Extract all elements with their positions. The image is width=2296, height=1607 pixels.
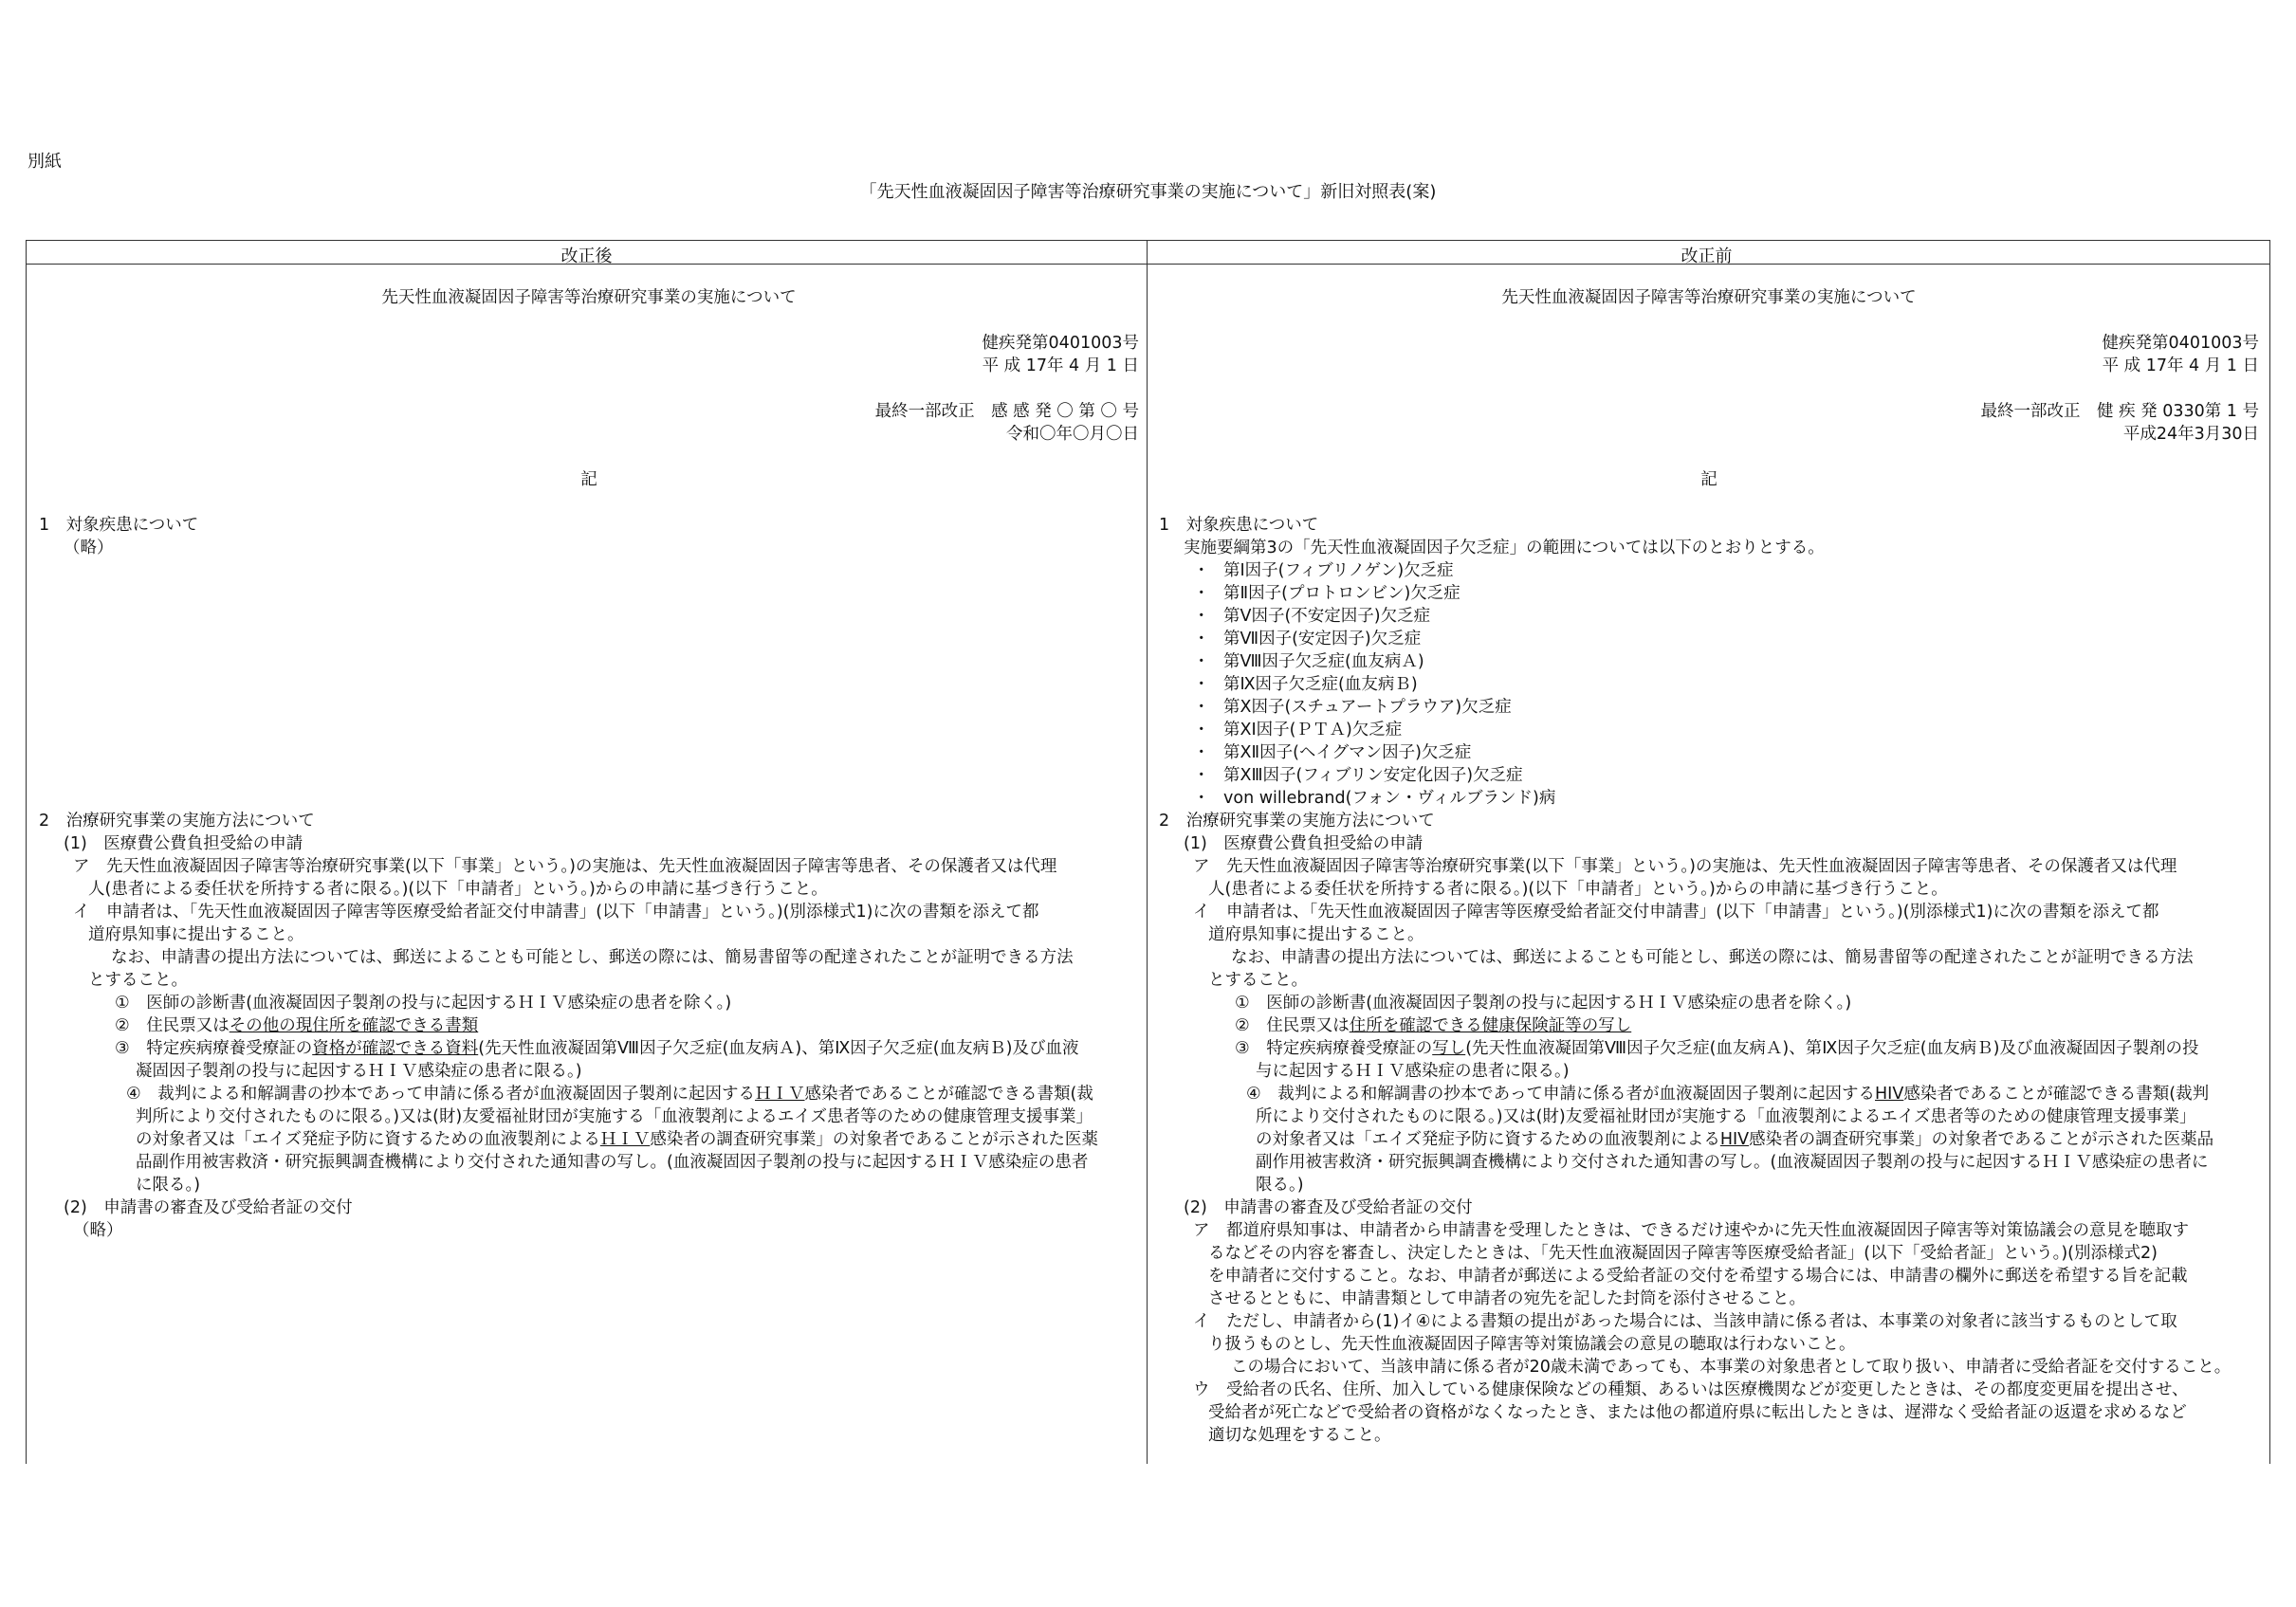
new-sub-2: (2) 申請書の審査及び受給者証の交付 <box>64 1198 353 1217</box>
old-item-a2-l4: させるとともに、申請書類として申請者の宛先を記した封筒を添付させること。 <box>1208 1289 1806 1308</box>
old-item-a-l1: ア 先天性血液凝固因子障害等治療研究事業(以下「事業」という。)の実施は、先天性血液凝固因子障害等患者、その保護者又は代理 <box>1193 857 2177 876</box>
old-item-a2-l2: るなどその内容を審査し、決定したときは、「先天性血液凝固因子障害等医療受給者証」(以下「受給者証」という。)(別添様式2) <box>1208 1244 2158 1263</box>
new-doc-4-l4: 品副作用被害救済・研究振興調査機構により交付された通知書の写し。(血液凝固因子製剤の投与に起因するＨＩＶ感染症の患者 <box>136 1153 1089 1172</box>
new-subtitle: 先天性血液凝固因子障害等治療研究事業の実施について <box>381 288 797 307</box>
old-scope-intro: 実施要綱第3の「先天性血液凝固因子欠乏症」の範囲については以下のとおりとする。 <box>1184 539 1825 557</box>
list-item: ・ 第Ⅹ因子(スチュアートプラウア)欠乏症 <box>1193 698 1512 717</box>
old-subtitle: 先天性血液凝固因子障害等治療研究事業の実施について <box>1501 288 1917 307</box>
list-item: ・ 第Ⅸ因子欠乏症(血友病Ｂ) <box>1193 675 1418 694</box>
old-note-l2: とすること。 <box>1208 971 1308 990</box>
list-item: ・ 第Ⅷ因子欠乏症(血友病Ａ) <box>1193 652 1424 671</box>
new-doc-4-l2: 判所により交付されたものに限る。)又は(財)友愛福祉財団が実施する「血液製剤によるエイズ患者等のための健康管理支援事業」 <box>136 1107 1093 1126</box>
old-doc-4-l1: ④ 裁判による和解調書の抄本であって申請に係る者が血液凝固因子製剤に起因するHIV感染者であることが確認できる書類(裁判 <box>1246 1085 2210 1104</box>
old-amend-no: 最終一部改正 健 疾 発 0330第 1 号 <box>1980 402 2259 421</box>
old-item-a-l2: 人(患者による委任状を所持する者に限る。)(以下「申請者」という。)からの申請に基づき行うこと。 <box>1208 880 1948 899</box>
new-item-i-l1: イ 申請者は、「先天性血液凝固因子障害等医療受給者証交付申請書」(以下「申請書」という。)(別添様式1)に次の書類を添えて都 <box>73 903 1039 922</box>
old-doc-4-l3: の対象者又は「エイズ発症予防に資するための血液製剤によるHIV感染者の調査研究事業」の対象者であることが示された医薬品 <box>1256 1130 2214 1149</box>
old-doc-4-l5: 限る。) <box>1256 1176 1304 1195</box>
old-item-u-l3: 適切な処理をすること。 <box>1208 1426 1391 1445</box>
new-column-header: 改正後 <box>560 247 613 266</box>
old-doc-3-l2: 与に起因するＨＩＶ感染症の患者に限る。) <box>1256 1062 1570 1081</box>
old-item-i2-l3: この場合において、当該申請に係る者が20歳未満であっても、本事業の対象患者として取り扱い、申請者に受給者証を交付すること。 <box>1231 1358 2232 1377</box>
old-item-a2-l3: を申請者に交付すること。なお、申請者が郵送による受給者証の交付を希望する場合には、申請書の欄外に郵送を希望する旨を記載 <box>1208 1267 2188 1286</box>
new-doc-3-l1: ③ 特定疾病療養受療証の資格が確認できる資料(先天性血液凝固第Ⅷ因子欠乏症(血友病Ａ)、第Ⅸ因子欠乏症(血友病Ｂ)及び血液 <box>115 1039 1079 1058</box>
list-item: ・ 第ⅩⅢ因子(フィブリン安定化因子)欠乏症 <box>1193 766 1523 785</box>
list-item: ・ 第Ⅰ因子(フィブリノゲン)欠乏症 <box>1193 561 1454 580</box>
old-doc-3-l1: ③ 特定疾病療養受療証の写し(先天性血液凝固第Ⅷ因子欠乏症(血友病Ａ)、第Ⅸ因子欠乏症(血友病Ｂ)及び血液凝固因子製剤の投 <box>1235 1039 2199 1058</box>
new-doc-no: 健疾発第0401003号 <box>982 334 1139 353</box>
old-sub-1: (1) 医療費公費負担受給の申請 <box>1184 834 1424 853</box>
new-doc-4-l1: ④ 裁判による和解調書の抄本であって申請に係る者が血液凝固因子製剤に起因するＨＩＶ感染者であることが確認できる書類(裁 <box>126 1085 1093 1104</box>
new-section-1: 1 対象疾患について <box>39 516 199 535</box>
old-item-u-l1: ウ 受給者の氏名、住所、加入している健康保険などの種類、あるいは医療機関などが変更したときは、その都度変更届を提出させ、 <box>1193 1380 2189 1399</box>
column-divider <box>1147 241 1148 1464</box>
old-doc-date: 平 成 17年 4 月 1 日 <box>2102 356 2259 375</box>
new-ki: 記 <box>580 470 597 489</box>
new-item-a-l1: ア 先天性血液凝固因子障害等治療研究事業(以下「事業」という。)の実施は、先天性血液凝固因子障害等患者、その保護者又は代理 <box>73 857 1057 876</box>
old-ki: 記 <box>1700 470 1717 489</box>
new-amend-no: 最終一部改正 感 感 発 〇 第 〇 号 <box>874 402 1139 421</box>
new-sub-1: (1) 医療費公費負担受給の申請 <box>64 834 303 853</box>
new-doc-1: ① 医師の診断書(血液凝固因子製剤の投与に起因するＨＩＶ感染症の患者を除く。) <box>115 994 732 1013</box>
old-doc-1: ① 医師の診断書(血液凝固因子製剤の投与に起因するＨＩＶ感染症の患者を除く。) <box>1235 994 1852 1013</box>
old-item-a2-l1: ア 都道府県知事は、申請者から申請書を受理したときは、できるだけ速やかに先天性血液凝固因子障害等対策協議会の意見を聴取す <box>1193 1221 2189 1240</box>
old-doc-4-l4: 副作用被害救済・研究振興調査機構により交付された通知書の写し。(血液凝固因子製剤の投与に起因するＨＩＶ感染症の患者に <box>1256 1153 2209 1172</box>
new-column <box>39 265 1139 1242</box>
new-doc-3-l2: 凝固因子製剤の投与に起因するＨＩＶ感染症の患者に限る。) <box>136 1062 582 1081</box>
new-omitted-1: （略） <box>64 539 114 557</box>
list-item: ・ 第Ⅴ因子(不安定因子)欠乏症 <box>1193 607 1431 626</box>
list-item: ・ 第ⅩⅡ因子(ヘイグマン因子)欠乏症 <box>1193 743 1472 762</box>
new-item-i-l2: 道府県知事に提出すること。 <box>88 925 304 944</box>
old-doc-2: ② 住民票又は住所を確認できる健康保険証等の写し <box>1235 1016 1632 1035</box>
new-note-l1: なお、申請書の提出方法については、郵送によることも可能とし、郵送の際には、簡易書留等の配達されたことが証明できる方法 <box>111 948 1074 967</box>
old-item-i-l1: イ 申請者は、「先天性血液凝固因子障害等医療受給者証交付申請書」(以下「申請書」という。)(別添様式1)に次の書類を添えて都 <box>1193 903 2159 922</box>
old-column-header: 改正前 <box>1681 247 1733 266</box>
new-note-l2: とすること。 <box>88 971 188 990</box>
new-amend-date: 令和〇年〇月〇日 <box>1006 425 1139 444</box>
old-doc-no: 健疾発第0401003号 <box>2102 334 2259 353</box>
new-doc-date: 平 成 17年 4 月 1 日 <box>982 356 1139 375</box>
header-divider <box>27 264 2269 265</box>
annex-label: 別紙 <box>28 152 62 172</box>
new-section-2: 2 治療研究事業の実施方法について <box>39 812 315 831</box>
old-section-1: 1 対象疾患について <box>1159 516 1319 535</box>
new-item-a-l2: 人(患者による委任状を所持する者に限る。)(以下「申請者」という。)からの申請に基づき行うこと。 <box>88 880 828 899</box>
document-title: 「先天性血液凝固因子障害等治療研究事業の実施について」新旧対照表(案) <box>859 182 1437 202</box>
old-doc-4-l2: 所により交付されたものに限る。)又は(財)友愛福祉財団が実施する「血液製剤によるエイズ患者等のための健康管理支援事業」 <box>1256 1107 2196 1126</box>
new-doc-4-l3: の対象者又は「エイズ発症予防に資するための血液製剤によるＨＩＶ感染者の調査研究事業」の対象者であることが示された医薬 <box>136 1130 1098 1149</box>
old-column <box>1159 265 2259 1447</box>
old-note-l1: なお、申請書の提出方法については、郵送によることも可能とし、郵送の際には、簡易書留等の配達されたことが証明できる方法 <box>1231 948 2194 967</box>
new-doc-2: ② 住民票又はその他の現住所を確認できる書類 <box>115 1016 479 1035</box>
list-item: ・ 第Ⅱ因子(プロトロンビン)欠乏症 <box>1193 584 1460 603</box>
comparison-table <box>26 240 2270 1464</box>
old-item-i-l2: 道府県知事に提出すること。 <box>1208 925 1424 944</box>
old-sub-2: (2) 申請書の審査及び受給者証の交付 <box>1184 1198 1473 1217</box>
old-section-2: 2 治療研究事業の実施方法について <box>1159 812 1435 831</box>
list-item: ・ von willebrand(フォン・ヴィルブランド)病 <box>1193 789 1556 808</box>
old-item-u-l2: 受給者が死亡などで受給者の資格がなくなったとき、または他の都道府県に転出したときは、遅滞なく受給者証の返還を求めるなど <box>1208 1403 2187 1422</box>
list-item: ・ 第ⅩⅠ因子(ＰＴＡ)欠乏症 <box>1193 721 1403 740</box>
old-amend-date: 平成24年3月30日 <box>2122 425 2259 444</box>
new-doc-4-l5: に限る。) <box>136 1176 201 1195</box>
old-item-i2-l1: イ ただし、申請者から(1)イ④による書類の提出があった場合には、当該申請に係る者は、本事業の対象者に該当するものとして取 <box>1193 1312 2177 1331</box>
new-omitted-2: （略） <box>73 1221 123 1240</box>
old-item-i2-l2: り扱うものとし、先天性血液凝固因子障害等対策協議会の意見の聴取は行わないこと。 <box>1208 1335 1856 1354</box>
list-item: ・ 第Ⅶ因子(安定因子)欠乏症 <box>1193 630 1422 648</box>
